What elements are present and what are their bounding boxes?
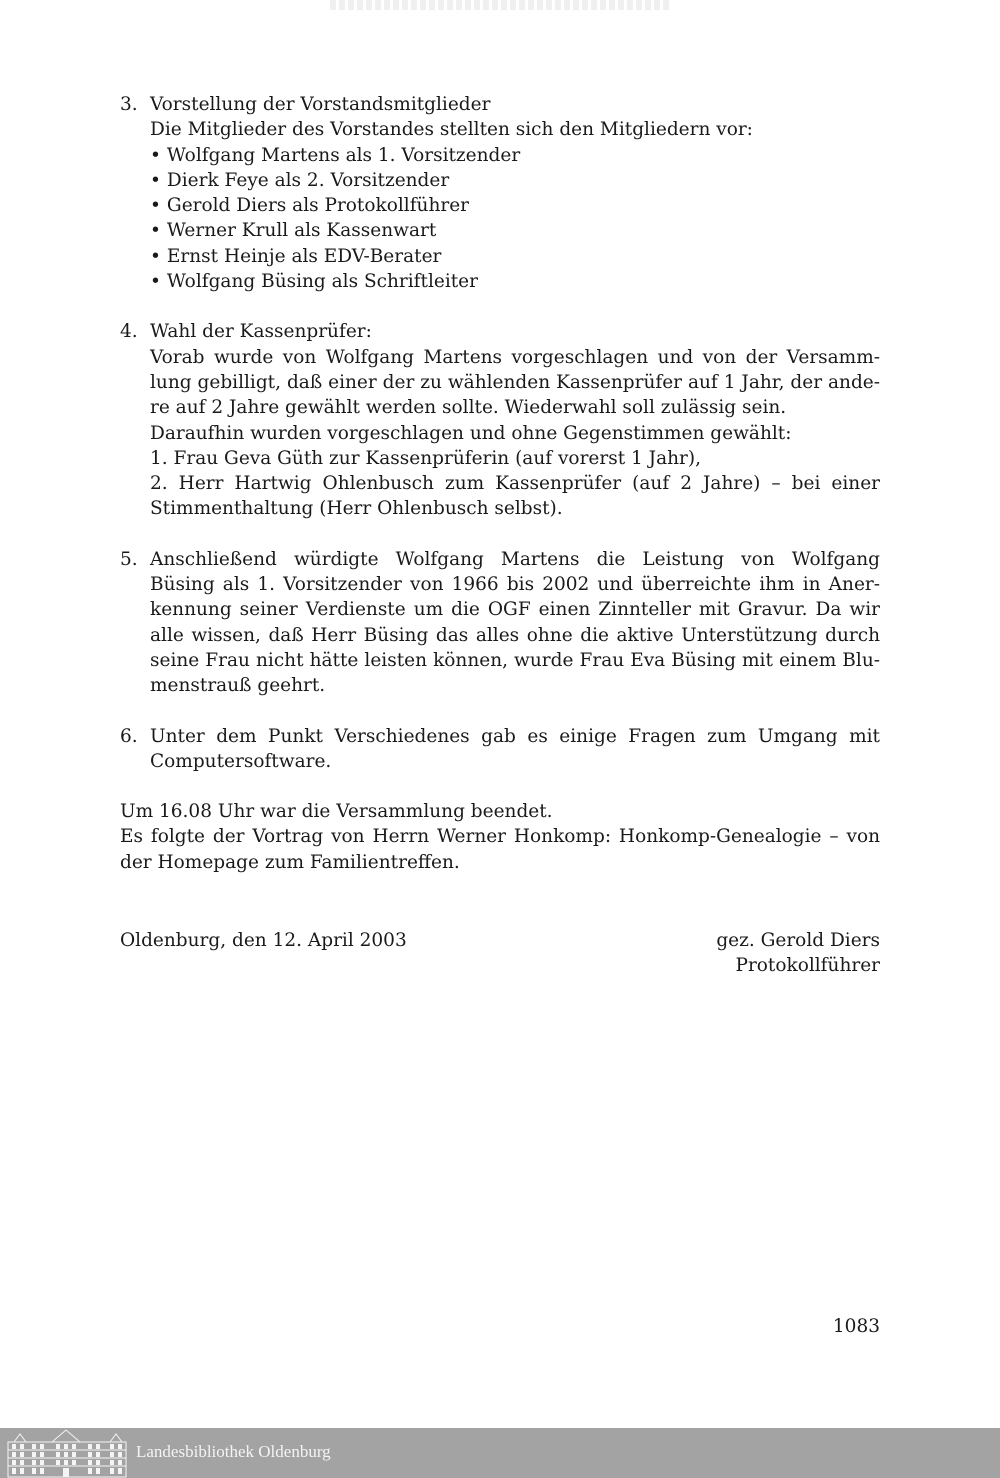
paragraph-line: kennung seiner Verdienste um die OGF einen Zinnteller mit Gravur. Da wir	[150, 599, 880, 621]
paragraph-line: 1. Frau Geva Güth zur Kassenprüferin (auf vorerst 1 Jahr),	[150, 447, 701, 469]
section-intro: Die Mitglieder des Vorstandes stellten sich den Mitgliedern vor:	[150, 119, 753, 141]
section-3	[120, 92, 880, 294]
paragraph-line: Anschließend würdigte Wolfgang Martens die Leistung von Wolfgang	[150, 548, 880, 570]
library-name: Landesbibliothek Oldenburg	[136, 1442, 331, 1461]
paragraph-line: seine Frau nicht hätte leisten können, wurde Frau Eva Büsing mit einem Blu-	[150, 649, 880, 671]
closing-line: der Homepage zum Familientreffen.	[120, 851, 460, 873]
bleed-through-header	[330, 0, 670, 10]
paragraph-line: Daraufhin wurden vorgeschlagen und ohne Gegenstimmen gewählt:	[150, 422, 792, 444]
signature	[716, 928, 880, 979]
place-date: Oldenburg, den 12. April 2003	[120, 930, 407, 951]
section-5	[120, 547, 880, 699]
board-member-item: • Ernst Heinje als EDV-Berater	[150, 244, 880, 269]
paragraph-line: Unter dem Punkt Verschiedenes gab es einige Fragen zum Umgang mit	[150, 725, 880, 747]
section-number: 4.	[120, 321, 138, 343]
paragraph-line: menstrauß geehrt.	[150, 675, 326, 697]
board-member-item: • Dierk Feye als 2. Vorsitzender	[150, 168, 880, 193]
paragraph-line: Büsing als 1. Vorsitzender von 1966 bis 2002 und überreichte ihm in Aner-	[150, 574, 880, 596]
library-building-icon	[6, 1428, 128, 1478]
board-member-item: • Wolfgang Martens als 1. Vorsitzender	[150, 143, 880, 168]
paragraph-line: Vorab wurde von Wolfgang Martens vorgeschlagen und von der Versamm-	[150, 346, 880, 368]
board-member-item: • Gerold Diers als Protokollführer	[150, 193, 880, 218]
page-number: 1083	[832, 1316, 880, 1337]
paragraph-line: alle wissen, daß Herr Büsing das alles ohne die aktive Unterstützung durch	[150, 624, 880, 646]
section-heading: Vorstellung der Vorstandsmitglieder	[150, 94, 491, 115]
section-heading: Wahl der Kassenprüfer:	[150, 321, 372, 343]
section-4	[120, 319, 880, 521]
signature-name: gez. Gerold Diers	[716, 930, 880, 951]
section-6	[120, 724, 880, 775]
paragraph-line: Stimmenthaltung (Herr Ohlenbusch selbst).	[150, 498, 563, 520]
signature-role: Protokollführer	[735, 955, 880, 977]
paragraph-line: Computersoftware.	[150, 750, 332, 772]
closing-paragraph	[120, 799, 880, 875]
closing-line: Es folgte der Vortrag von Herrn Werner Honkomp: Honkomp-Genealogie – von	[120, 826, 880, 848]
closing-line: Um 16.08 Uhr war die Versammlung beendet.	[120, 801, 553, 823]
paragraph-line: lung gebilligt, daß einer der zu wählenden Kassenprüfer auf 1 Jahr, der ande-	[150, 371, 880, 393]
paragraph-line: 2. Herr Hartwig Ohlenbusch zum Kassenprüfer (auf 2 Jahre) – bei einer	[150, 473, 880, 495]
board-member-item: • Wolfgang Büsing als Schriftleiter	[150, 269, 880, 294]
document-body	[120, 92, 880, 875]
section-number: 6.	[120, 725, 138, 747]
paragraph-line: re auf 2 Jahre gewählt werden sollte. Wiederwahl soll zulässig sein.	[150, 397, 787, 419]
section-number: 3.	[120, 94, 138, 115]
section-number: 5.	[120, 548, 138, 570]
board-member-item: • Werner Krull als Kassenwart	[150, 218, 880, 243]
footer-bar	[0, 1428, 1000, 1478]
